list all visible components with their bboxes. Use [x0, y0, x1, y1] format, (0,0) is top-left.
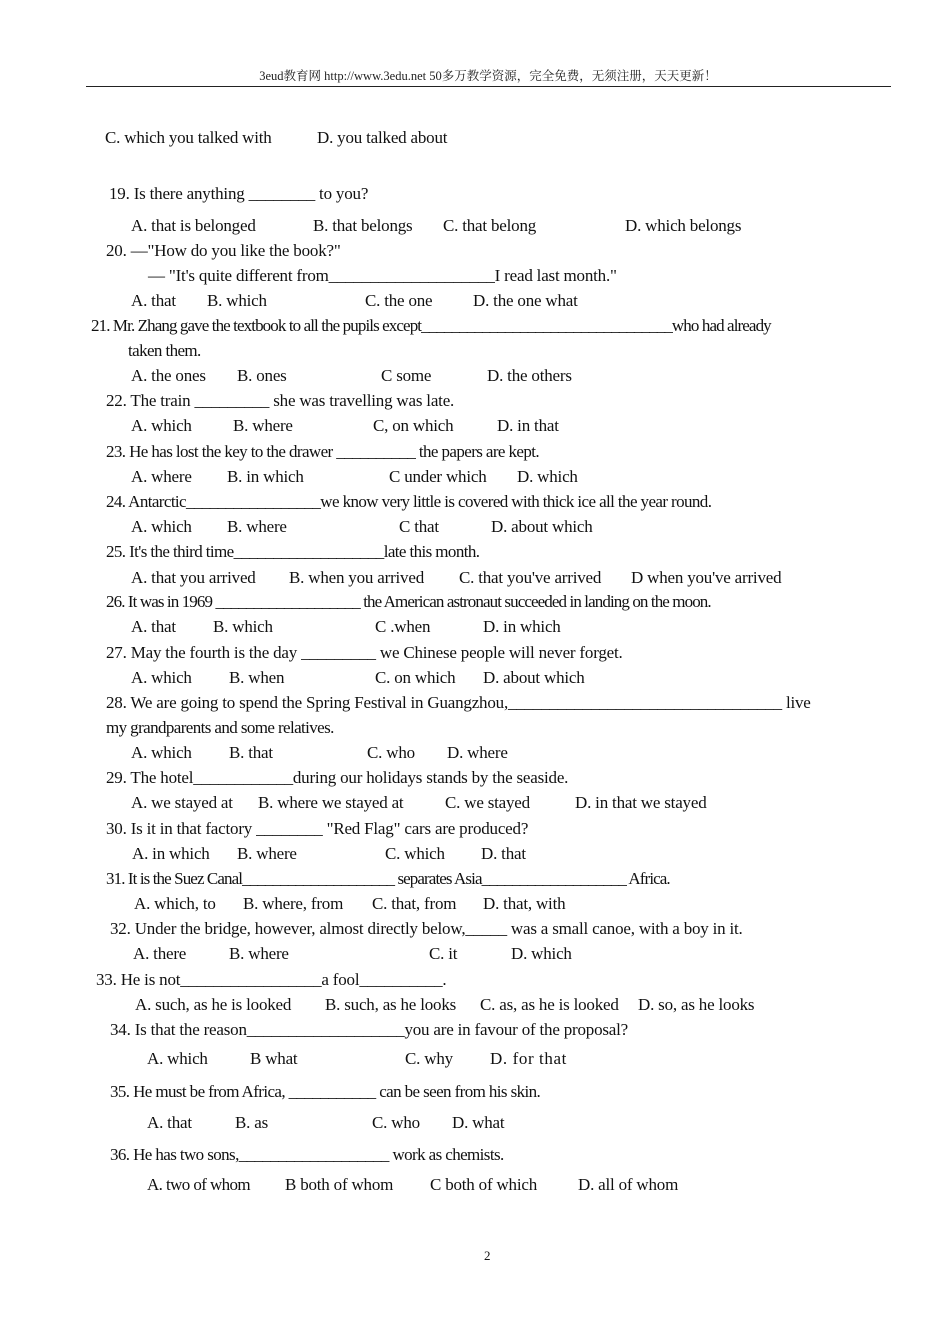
- question-24-stem: 24. Antarctic_________________we know very little is covered with thick ice all the year round.: [106, 492, 712, 511]
- option-a: A. which: [131, 743, 192, 762]
- option-c: C. it: [429, 944, 458, 963]
- option-b: B. as: [235, 1113, 269, 1132]
- option-c: C that: [399, 517, 439, 536]
- option-d: D. that: [481, 844, 526, 863]
- option-a: A. which, to: [134, 894, 216, 913]
- option-a: A. we stayed at: [131, 793, 233, 812]
- question-20-stem-continued: — "It's quite different from____________________I read last month.": [148, 266, 617, 285]
- option-b: B. that belongs: [313, 216, 413, 235]
- question-36-stem: 36. He has two sons,___________________ work as chemists.: [110, 1145, 504, 1164]
- option-b: B. where: [227, 517, 287, 536]
- question-23-stem: 23. He has lost the key to the drawer __________ the papers are kept.: [106, 442, 540, 461]
- page-header: 3eud教育网 http://www.3edu.net 50多万教学资源，完全免费，无须注册，天天更新！: [259, 69, 717, 83]
- option-a: A. where: [131, 467, 192, 486]
- option-c: C, on which: [373, 416, 454, 435]
- option-c: C. the one: [365, 291, 433, 310]
- option-a: A. which: [131, 416, 192, 435]
- option-b: B. when you arrived: [289, 568, 424, 587]
- question-29-stem: 29. The hotel____________during our holidays stands by the seaside.: [106, 768, 569, 787]
- option-c: C .when: [375, 617, 431, 636]
- question-25-stem: 25. It's the third time___________________late this month.: [106, 542, 480, 561]
- question-20-stem: 20. —"How do you like the book?": [106, 241, 341, 260]
- option-d: D. which: [517, 467, 578, 486]
- question-28-stem-continued: my grandparents and some relatives.: [106, 718, 334, 737]
- option-a: A. which: [131, 668, 192, 687]
- option-c: C. who: [367, 743, 415, 762]
- option-d: D. you talked about: [317, 128, 448, 147]
- question-21-stem: 21. Mr. Zhang gave the textbook to all the pupils except_________________________________who had already: [91, 316, 771, 335]
- option-a: A. the ones: [131, 366, 206, 385]
- option-a: A. that you arrived: [131, 568, 256, 587]
- option-d: D. the one what: [473, 291, 578, 310]
- question-32-stem: 32. Under the bridge, however, almost directly below,_____ was a small canoe, with a boy in it.: [110, 919, 743, 938]
- option-b: B. where we stayed at: [258, 793, 404, 812]
- option-d: D. about which: [483, 668, 585, 687]
- question-33-stem: 33. He is not_________________a fool__________.: [96, 970, 447, 989]
- option-b: B. such, as he looks: [325, 995, 457, 1014]
- option-b: B. where: [237, 844, 297, 863]
- option-d: D. in that we stayed: [575, 793, 707, 812]
- option-b: B. that: [229, 743, 273, 762]
- option-a: A. there: [133, 944, 187, 963]
- option-d: D. which: [511, 944, 572, 963]
- page-number: 2: [484, 1248, 491, 1263]
- option-a: A. two of whom: [147, 1175, 251, 1194]
- question-35-stem: 35. He must be from Africa, ___________ can be seen from his skin.: [110, 1082, 541, 1101]
- question-30-stem: 30. Is it in that factory ________ "Red Flag" cars are produced?: [106, 819, 529, 838]
- option-d: D. all of whom: [578, 1175, 679, 1194]
- question-27-stem: 27. May the fourth is the day _________ we Chinese people will never forget.: [106, 643, 623, 662]
- question-34-stem: 34. Is that the reason___________________you are in favour of the proposal?: [110, 1020, 629, 1039]
- option-c: C. which you talked with: [105, 128, 272, 147]
- option-d: D. which belongs: [625, 216, 742, 235]
- option-a: A. which: [131, 517, 192, 536]
- option-d: D. that, with: [483, 894, 566, 913]
- question-28-stem: 28. We are going to spend the Spring Festival in Guangzhou,_________________________________ live: [106, 693, 811, 712]
- option-c: C. on which: [375, 668, 456, 687]
- option-a: A. that is belonged: [131, 216, 256, 235]
- question-21-stem-continued: taken them.: [128, 341, 201, 360]
- option-a: A. in which: [132, 844, 210, 863]
- option-c: C under which: [389, 467, 487, 486]
- option-d: D. in that: [497, 416, 559, 435]
- option-a: A. such, as he is looked: [135, 995, 292, 1014]
- question-19-stem: 19. Is there anything ________ to you?: [109, 184, 369, 203]
- option-d: D. where: [447, 743, 508, 762]
- option-a: A. which: [147, 1049, 208, 1068]
- option-b: B what: [250, 1049, 298, 1068]
- option-c: C. why: [405, 1049, 453, 1068]
- option-b: B. when: [229, 668, 285, 687]
- option-b: B. where: [229, 944, 289, 963]
- option-d: D. so, as he looks: [638, 995, 755, 1014]
- option-c: C. we stayed: [445, 793, 530, 812]
- option-c: C. that, from: [372, 894, 457, 913]
- option-b: B. where, from: [243, 894, 344, 913]
- question-31-stem: 31. It is the Suez Canal____________________ separates Asia___________________ Africa.: [106, 869, 670, 888]
- option-c: C. that belong: [443, 216, 537, 235]
- option-b: B both of whom: [285, 1175, 394, 1194]
- option-b: B. in which: [227, 467, 304, 486]
- option-c: C. who: [372, 1113, 420, 1132]
- option-a: A. that: [131, 617, 176, 636]
- header-rule: [86, 86, 891, 87]
- option-d: D. what: [452, 1113, 505, 1132]
- option-d: D. in which: [483, 617, 561, 636]
- option-b: B. ones: [237, 366, 287, 385]
- option-c: C. which: [385, 844, 445, 863]
- question-22-stem: 22. The train _________ she was travelling was late.: [106, 391, 455, 410]
- question-26-stem: 26. It was in 1969 ___________________ the American astronaut succeeded in landing on the moon.: [106, 592, 711, 611]
- option-a: A. that: [147, 1113, 192, 1132]
- option-c: C both of which: [430, 1175, 538, 1194]
- option-d: D. the others: [487, 366, 572, 385]
- option-a: A. that: [131, 291, 176, 310]
- option-b: B. which: [207, 291, 267, 310]
- option-b: B. which: [213, 617, 273, 636]
- option-d: D when you've arrived: [631, 568, 782, 587]
- option-d: D. about which: [491, 517, 593, 536]
- option-d: D. for that: [490, 1049, 567, 1068]
- option-c: C. as, as he is looked: [480, 995, 619, 1014]
- option-b: B. where: [233, 416, 293, 435]
- option-c: C. that you've arrived: [459, 568, 602, 587]
- option-c: C some: [381, 366, 432, 385]
